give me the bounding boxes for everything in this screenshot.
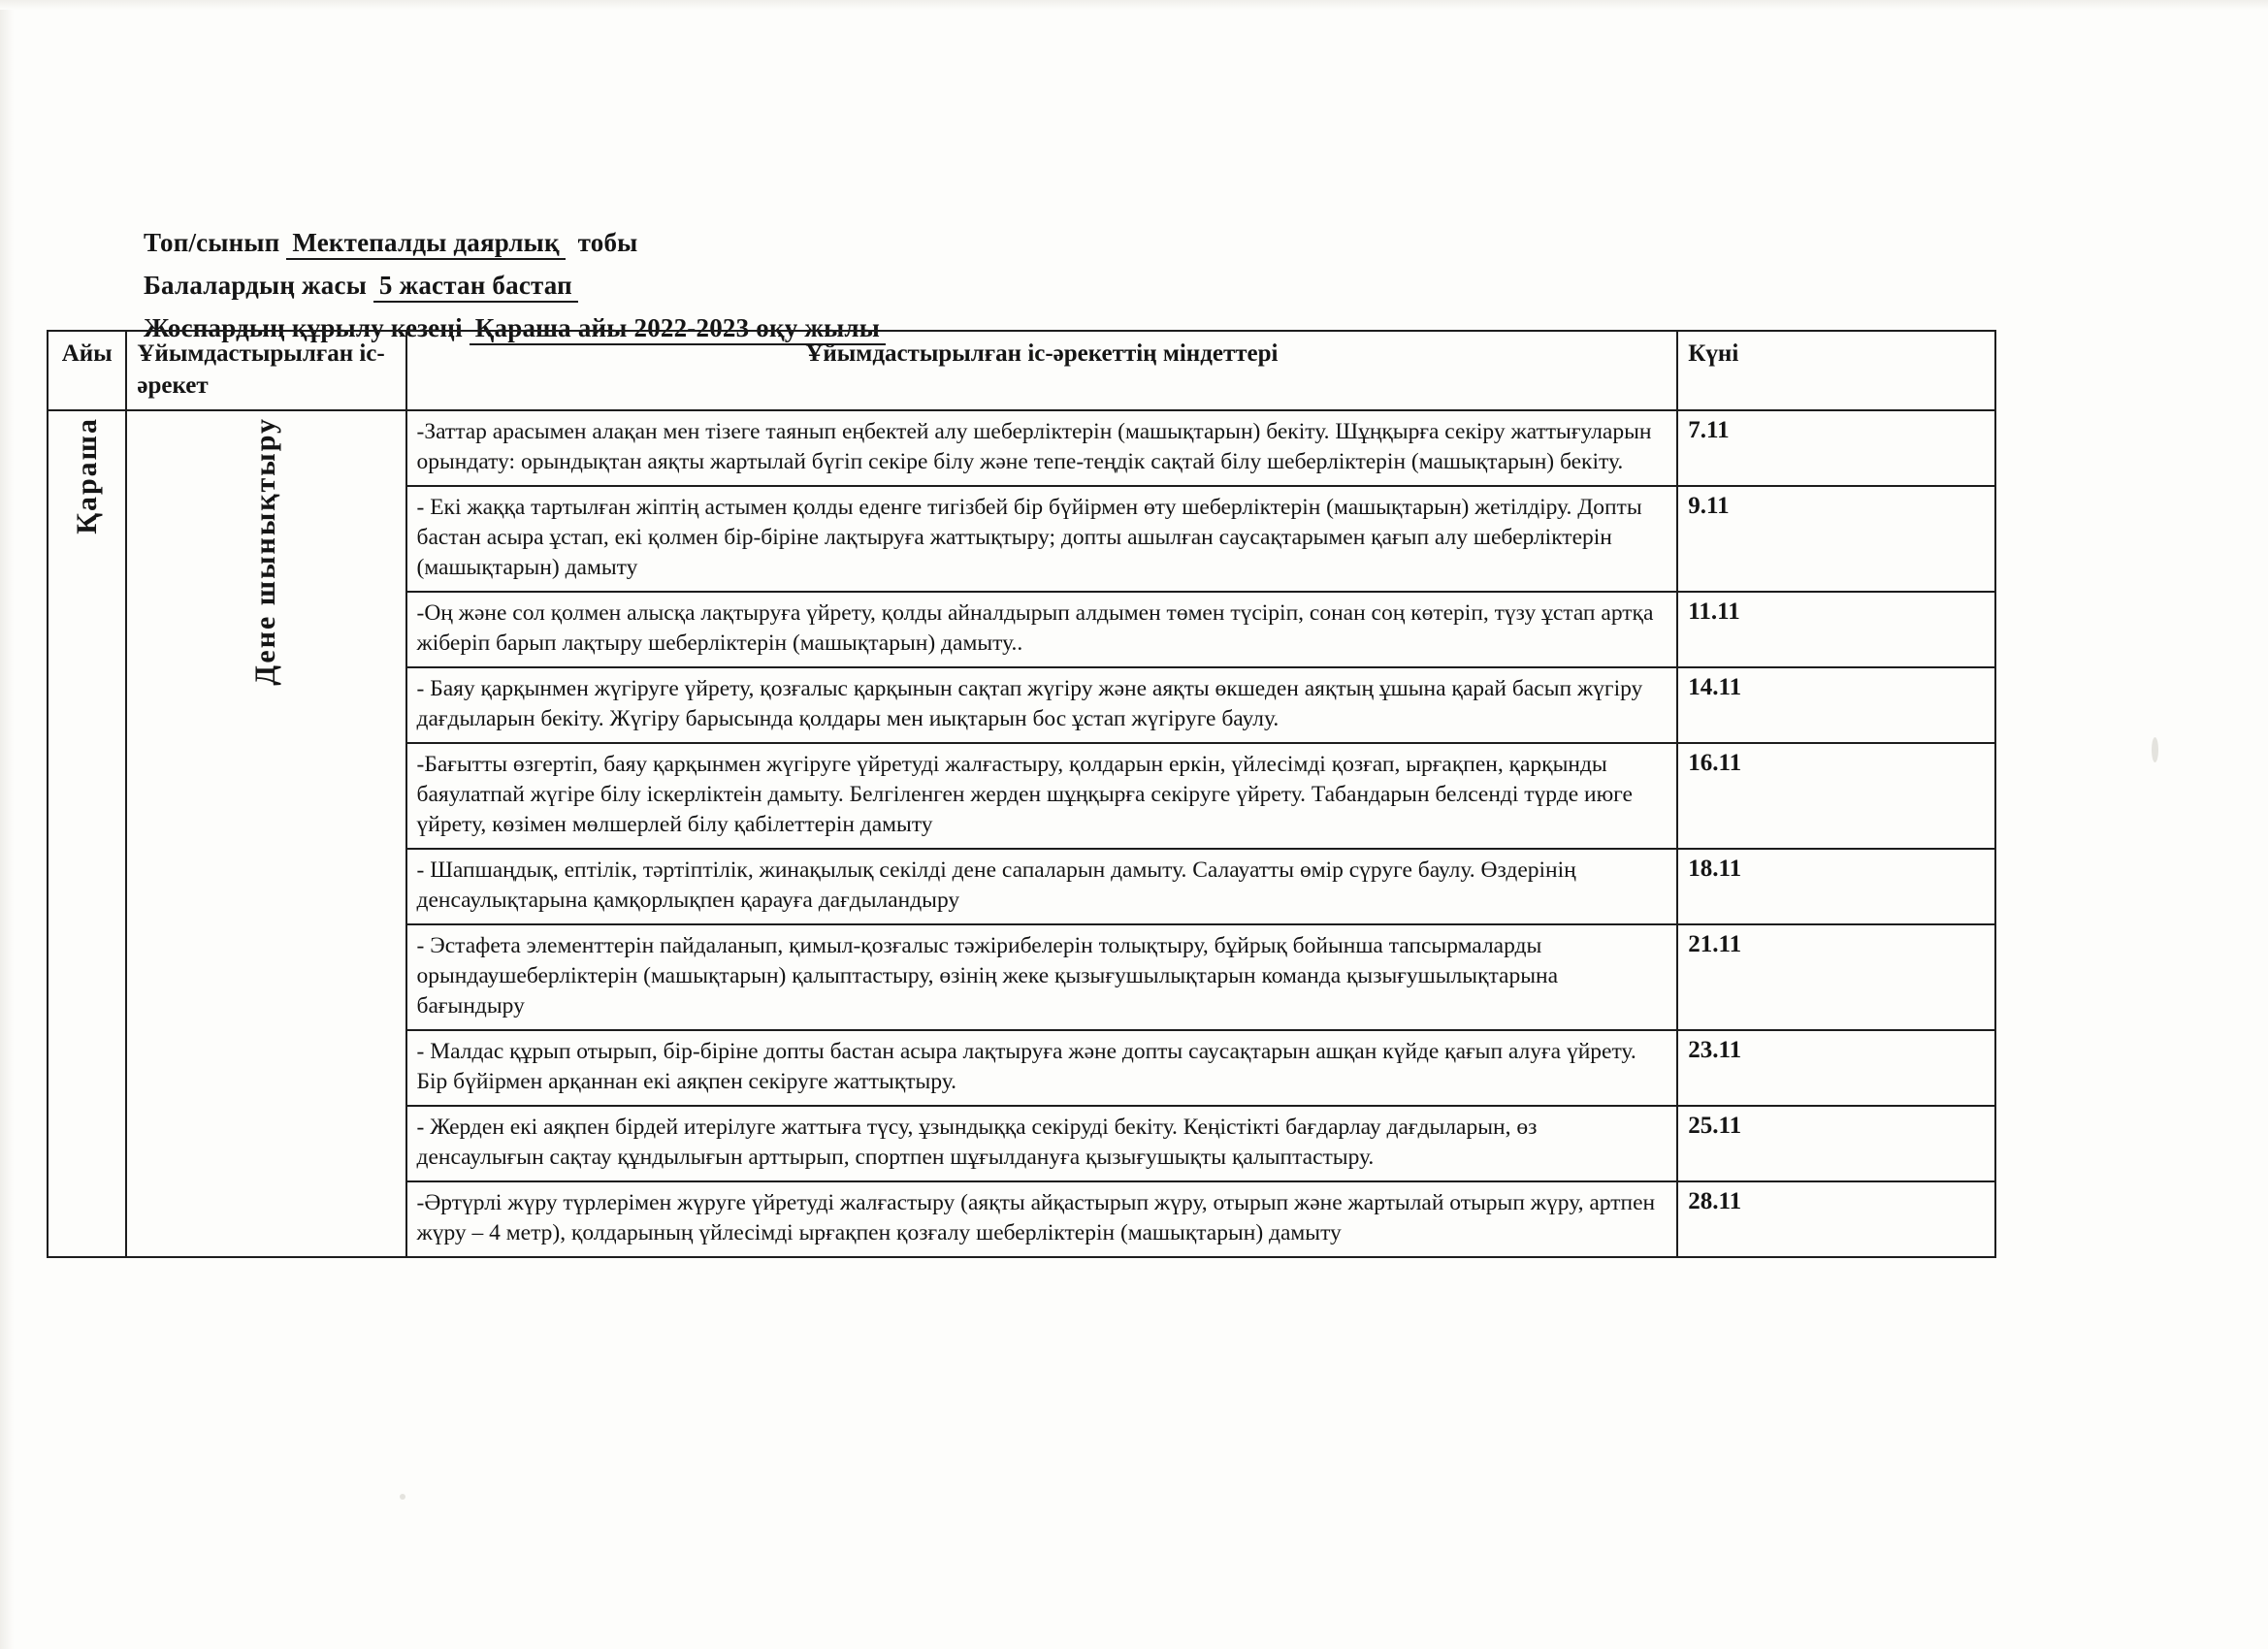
- date-cell: 25.11: [1677, 1106, 1995, 1181]
- date-cell: 16.11: [1677, 743, 1995, 849]
- header-age-line: [144, 264, 1502, 307]
- period-value: Қараша айы 2022-2023 оқу жылы: [470, 313, 886, 345]
- scan-speck: [400, 1494, 405, 1500]
- task-cell: - Эстафета элементтерін пайдаланып, қимыл-қозғалыс тәжірибелерін толықтыру, бұйрық бойынша тапсырмаларды орындаушеберліктерін (машықтарын) қалыптастыру, өзінің жеке қызығушылықтарын команда қызығушылықтарына бағындыру: [406, 924, 1678, 1030]
- task-cell: -Заттар арасымен алақан мен тізеге таянып еңбектей алу шеберліктерін (машықтарын) бекіту. Шұңқырға секіру жаттығуларын орындату: орындықтан аяқты жартылай бүгіп секіре білу және тепе-теңдік сақтай білу шеберліктерін (машықтарын) бекіту.: [406, 410, 1678, 486]
- month-label: Қараша: [70, 417, 103, 534]
- header-group-line: [144, 221, 1502, 264]
- task-cell: -Оң және сол қолмен алысқа лақтыруға үйрету, қолды айналдырып алдымен төмен түсіріп, сонан соң көтеріп, түзу ұстап артқа жіберіп барып лақтыру шеберліктерін (машықтарын) дамыту..: [406, 592, 1678, 667]
- task-cell: - Малдас құрып отырып, бір-біріне допты бастан асыра лақтыруға және допты саусақтарын ашқан күйде қағып алуға үйрету. Бір бүйірмен арқаннан екі аяқпен секіруге жаттықтыру.: [406, 1030, 1678, 1106]
- task-cell: -Бағытты өзгертіп, баяу қарқынмен жүгіруге үйретуді жалғастыру, қолдарын еркін, үйлесімді қозғап, ырғақпен, қарқынды баяулатпай жүгіре білу іскерліктеін дамыту. Белгіленген жерден шұңқырға секіруге үйрету. Табандарын белсенді түрде июге үйрету, көзімен мөлшерлей білу қабілеттерін дамыту: [406, 743, 1678, 849]
- period-label: Жоспардың құрылу кезеңі: [144, 313, 463, 342]
- activity-plan-table: [47, 330, 1996, 1258]
- group-label: Топ/сынып: [144, 228, 280, 257]
- date-cell: 28.11: [1677, 1181, 1995, 1257]
- age-value: 5 жастан бастап: [373, 271, 578, 303]
- task-cell: - Шапшаңдық, ептілік, тәртіптілік, жинақылық секілді дене сапаларын дамыту. Салауатты өмір сүруге баулу. Өздерінің денсаулықтарына қамқорлықпен қарауға дағдыландыру: [406, 849, 1678, 924]
- scan-edge-top: [0, 0, 2268, 10]
- month-cell: [48, 410, 126, 1257]
- group-suffix: тобы: [577, 228, 638, 257]
- scan-edge-left: [0, 0, 14, 1649]
- task-cell: -Әртүрлі жүру түрлерімен жүруге үйретуді жалғастыру (аяқты айқастырып жүру, отырып және жартылай отырып жүру, артпен жүру – 4 метр), қолдарының үйлесімді ырғақпен қозғалу шеберліктерін (машықтарын) дамыту: [406, 1181, 1678, 1257]
- table-header-row: [48, 331, 1995, 410]
- group-value: Мектепалды даярлық: [286, 228, 565, 260]
- date-cell: 14.11: [1677, 667, 1995, 743]
- task-cell: - Баяу қарқынмен жүгіруге үйрету, қозғалыс қарқынын сақтап жүгіру және аяқты өкшеден аяқтың ұшына қарай басып жүгіру дағдыларын бекіту. Жүгіру барысында қолдары мен иықтарын бос ұстап жүгіруге баулу.: [406, 667, 1678, 743]
- date-cell: 11.11: [1677, 592, 1995, 667]
- activity-cell: [126, 410, 405, 1257]
- column-header-month: Айы: [48, 331, 126, 410]
- date-cell: 18.11: [1677, 849, 1995, 924]
- column-header-date: Күні: [1677, 331, 1995, 410]
- date-cell: 21.11: [1677, 924, 1995, 1030]
- scan-speck: [2152, 737, 2158, 762]
- date-cell: 9.11: [1677, 486, 1995, 592]
- column-header-tasks: Ұйымдастырылған іс-әрекеттің міндеттері: [406, 331, 1678, 410]
- table-row: [48, 410, 1995, 486]
- date-cell: 23.11: [1677, 1030, 1995, 1106]
- task-cell: - Жерден екі аяқпен бірдей итерілуге жаттыға түсу, ұзындыққа секіруді бекіту. Кеңістікті бағдарлау дағдыларын, өз денсаулығын сақтау құндылығын арттырып, спортпен шұғылдануға қызығушықты қалыптастыру.: [406, 1106, 1678, 1181]
- activity-label: Дене шынықтыру: [249, 417, 282, 686]
- task-cell: - Екі жаққа тартылған жіптің астымен қолды еденге тигізбей бір бүйірмен өту шеберліктерін (машықтарын) жетілдіру. Допты бастан асыра ұстап, екі қолмен бір-біріне лақтыруға жаттықтыру; допты ашылған саусақтарымен қағып алу шеберліктерін (машықтарын) дамыту: [406, 486, 1678, 592]
- date-cell: 7.11: [1677, 410, 1995, 486]
- column-header-activity: Ұйымдастырылған іс-әрекет: [126, 331, 405, 410]
- age-label: Балалардың жасы: [144, 271, 367, 300]
